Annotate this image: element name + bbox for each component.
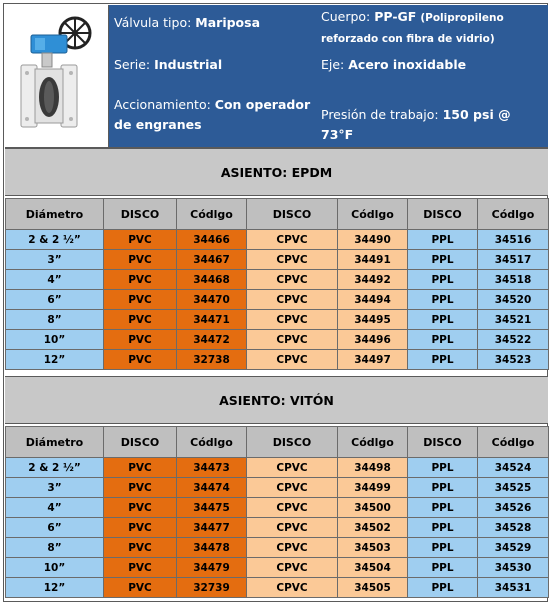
table-row (6, 310, 549, 330)
code-cell: 34497 (338, 350, 408, 370)
disc-cell: PPL (408, 350, 478, 370)
col-header-diameter: Diámetro (6, 427, 104, 458)
product-specs (109, 5, 548, 147)
disc-cell: PPL (408, 310, 478, 330)
table-row (6, 538, 549, 558)
disc-cell: PPL (408, 538, 478, 558)
disc-cell: PVC (104, 458, 177, 478)
disc-cell: PVC (104, 478, 177, 498)
col-header-code: Códlgo (177, 427, 247, 458)
disc-cell: PPL (408, 458, 478, 478)
disc-cell: PVC (104, 578, 177, 598)
diameter-cell: 4” (6, 270, 104, 290)
code-cell: 34468 (177, 270, 247, 290)
code-cell: 34494 (338, 290, 408, 310)
diameter-cell: 2 & 2 ½” (6, 458, 104, 478)
table-row (6, 330, 549, 350)
table-row (6, 478, 549, 498)
code-cell: 34500 (338, 498, 408, 518)
code-cell: 32739 (177, 578, 247, 598)
diameter-cell: 3” (6, 478, 104, 498)
diameter-cell: 3” (6, 250, 104, 270)
table-row (6, 350, 549, 370)
section-title-viton: ASIENTO: VITÓN (5, 376, 548, 424)
epdm-table (5, 198, 549, 370)
disc-cell: CPVC (247, 250, 338, 270)
code-cell: 34473 (177, 458, 247, 478)
code-cell: 34523 (478, 350, 549, 370)
code-cell: 34491 (338, 250, 408, 270)
diameter-cell: 6” (6, 518, 104, 538)
code-cell: 34496 (338, 330, 408, 350)
table-row (6, 558, 549, 578)
code-cell: 34529 (478, 538, 549, 558)
diameter-cell: 10” (6, 558, 104, 578)
table-header-row (6, 427, 549, 458)
col-header-diameter: Diámetro (6, 199, 104, 230)
actuation: Accionamiento: Con operador de engranes (114, 97, 311, 132)
col-header-disc: DISCO (247, 199, 338, 230)
table-header-row (6, 199, 549, 230)
col-header-disc: DISCO (104, 199, 177, 230)
code-cell: 34505 (338, 578, 408, 598)
col-header-code: Códlgo (478, 199, 549, 230)
disc-cell: PVC (104, 270, 177, 290)
code-cell: 34467 (177, 250, 247, 270)
disc-cell: CPVC (247, 538, 338, 558)
disc-cell: CPVC (247, 350, 338, 370)
code-cell: 34525 (478, 478, 549, 498)
code-cell: 34492 (338, 270, 408, 290)
code-cell: 34520 (478, 290, 549, 310)
col-header-code: Códlgo (478, 427, 549, 458)
disc-cell: PPL (408, 518, 478, 538)
spec-sheet (3, 3, 548, 602)
diameter-cell: 10” (6, 330, 104, 350)
col-header-disc: DISCO (247, 427, 338, 458)
code-cell: 34477 (177, 518, 247, 538)
disc-cell: CPVC (247, 578, 338, 598)
butterfly-valve-gear-operator-icon (5, 5, 108, 147)
code-cell: 34521 (478, 310, 549, 330)
code-cell: 34479 (177, 558, 247, 578)
disc-cell: CPVC (247, 330, 338, 350)
shaft-material: Eje: Acero inoxidable (321, 57, 467, 72)
code-cell: 34518 (478, 270, 549, 290)
body-material: Cuerpo: PP-GF (Polipropileno reforzado con fibra de vidrio) (321, 9, 504, 45)
code-cell: 34470 (177, 290, 247, 310)
working-pressure: Presión de trabajo: 150 psi @ 73°F (321, 107, 511, 142)
product-header (5, 5, 548, 148)
disc-cell: CPVC (247, 458, 338, 478)
disc-cell: PVC (104, 230, 177, 250)
table-row (6, 578, 549, 598)
disc-cell: CPVC (247, 270, 338, 290)
disc-cell: CPVC (247, 290, 338, 310)
code-cell: 34502 (338, 518, 408, 538)
disc-cell: CPVC (247, 558, 338, 578)
table-row (6, 270, 549, 290)
disc-cell: PVC (104, 558, 177, 578)
disc-cell: CPVC (247, 498, 338, 518)
code-cell: 32738 (177, 350, 247, 370)
code-cell: 34498 (338, 458, 408, 478)
disc-cell: PVC (104, 290, 177, 310)
code-cell: 34504 (338, 558, 408, 578)
disc-cell: PVC (104, 250, 177, 270)
code-cell: 34490 (338, 230, 408, 250)
viton-table (5, 426, 549, 598)
section-title-epdm: ASIENTO: EPDM (5, 148, 548, 196)
disc-cell: CPVC (247, 478, 338, 498)
col-header-disc: DISCO (408, 427, 478, 458)
col-header-disc: DISCO (408, 199, 478, 230)
disc-cell: CPVC (247, 310, 338, 330)
code-cell: 34466 (177, 230, 247, 250)
disc-cell: PVC (104, 330, 177, 350)
disc-cell: CPVC (247, 230, 338, 250)
code-cell: 34517 (478, 250, 549, 270)
disc-cell: PVC (104, 538, 177, 558)
code-cell: 34528 (478, 518, 549, 538)
code-cell: 34503 (338, 538, 408, 558)
table-row (6, 498, 549, 518)
disc-cell: PVC (104, 350, 177, 370)
diameter-cell: 12” (6, 350, 104, 370)
code-cell: 34524 (478, 458, 549, 478)
code-cell: 34516 (478, 230, 549, 250)
table-row (6, 250, 549, 270)
table-row (6, 518, 549, 538)
code-cell: 34531 (478, 578, 549, 598)
disc-cell: PVC (104, 498, 177, 518)
product-image (5, 5, 109, 147)
col-header-disc: DISCO (104, 427, 177, 458)
col-header-code: Códlgo (177, 199, 247, 230)
code-cell: 34522 (478, 330, 549, 350)
disc-cell: PPL (408, 478, 478, 498)
table-row (6, 458, 549, 478)
disc-cell: PVC (104, 310, 177, 330)
disc-cell: PPL (408, 498, 478, 518)
disc-cell: PPL (408, 558, 478, 578)
series: Serie: Industrial (114, 57, 223, 72)
disc-cell: PPL (408, 230, 478, 250)
code-cell: 34530 (478, 558, 549, 578)
disc-cell: PPL (408, 250, 478, 270)
code-cell: 34472 (177, 330, 247, 350)
code-cell: 34475 (177, 498, 247, 518)
diameter-cell: 8” (6, 310, 104, 330)
disc-cell: PPL (408, 290, 478, 310)
disc-cell: PVC (104, 518, 177, 538)
table-row (6, 290, 549, 310)
code-cell: 34478 (177, 538, 247, 558)
diameter-cell: 8” (6, 538, 104, 558)
code-cell: 34499 (338, 478, 408, 498)
disc-cell: CPVC (247, 518, 338, 538)
code-cell: 34474 (177, 478, 247, 498)
col-header-code: Códlgo (338, 427, 408, 458)
valve-type: Válvula tipo: Mariposa (114, 15, 261, 30)
code-cell: 34471 (177, 310, 247, 330)
code-cell: 34495 (338, 310, 408, 330)
diameter-cell: 6” (6, 290, 104, 310)
diameter-cell: 2 & 2 ½” (6, 230, 104, 250)
disc-cell: PPL (408, 330, 478, 350)
diameter-cell: 4” (6, 498, 104, 518)
disc-cell: PPL (408, 578, 478, 598)
diameter-cell: 12” (6, 578, 104, 598)
col-header-code: Códlgo (338, 199, 408, 230)
code-cell: 34526 (478, 498, 549, 518)
table-row (6, 230, 549, 250)
disc-cell: PPL (408, 270, 478, 290)
